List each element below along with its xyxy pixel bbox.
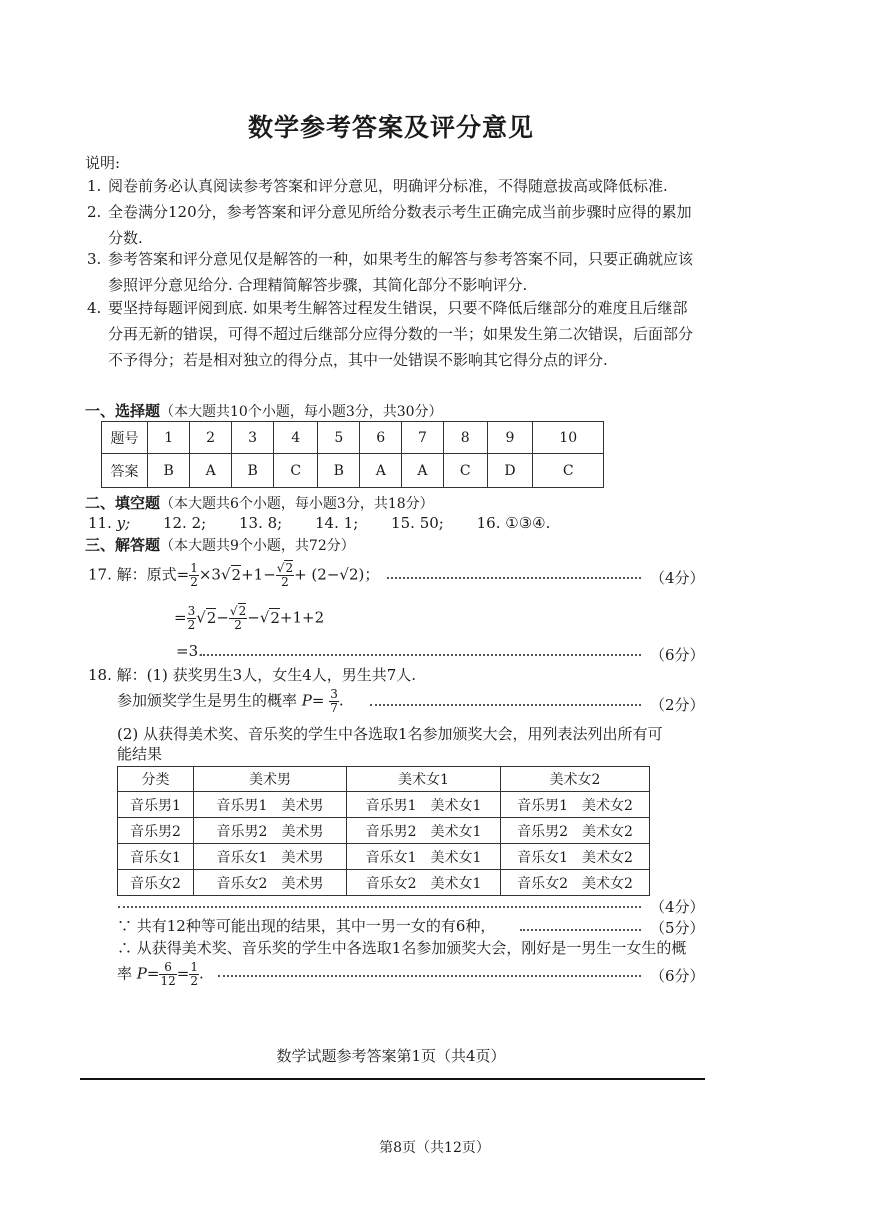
table-cell: 音乐男1 xyxy=(118,792,194,818)
note-number: 1. xyxy=(87,177,102,195)
table-row xyxy=(102,422,604,454)
table-cell: 音乐女2 xyxy=(118,870,194,896)
q17-line1: 17. 解：原式= $\frac{1}{2}$ ×3√2+1− $\frac{√2}{2}$ + (2−√2)； xyxy=(88,561,380,589)
dotted-leader xyxy=(118,906,641,908)
answer-number: 11. xyxy=(88,514,112,532)
sqrt-symbol-icon: √ xyxy=(220,565,231,584)
question-number: 10 xyxy=(533,422,604,454)
score-label: （2分） xyxy=(650,696,705,714)
table-cell: 音乐男2 美术男 xyxy=(194,818,347,844)
answer-cell: C xyxy=(443,454,487,488)
table-cell: 音乐女1 美术女2 xyxy=(501,844,650,870)
q18-line5: ∵ 共有12种等可能出现的结果，其中一男一女的有6种， xyxy=(117,917,496,935)
column-header: 美术女2 xyxy=(501,767,650,792)
q17-tail: (2−√2)； xyxy=(311,565,380,584)
q18-text: 解：(1) 获奖男生3人，女生4人，男生共7人. xyxy=(116,666,417,684)
section1-note: （本大题共10个小题，每小题3分，共30分） xyxy=(160,404,443,420)
answer-value: y; xyxy=(116,514,131,532)
fraction-sqrt2-2: $\frac{√2}{2}$ xyxy=(229,604,247,632)
note-text: 全卷满分120分，参考答案和评分意见所给分数表示考生正确完成当前步骤时应得的累加分数. xyxy=(108,203,692,247)
dotted-leader xyxy=(520,929,641,931)
q18-text: 率 xyxy=(117,964,133,983)
answer-value: 1; xyxy=(343,514,359,532)
question-number: 17. xyxy=(88,565,112,584)
answer-number: 14. xyxy=(315,514,339,532)
q18-line7: 率 P= $\frac{6}{12}$ = $\frac{1}{2}$ . xyxy=(117,960,204,988)
answer-cell: A xyxy=(190,454,232,488)
answer-number: 15. xyxy=(391,514,415,532)
table-row xyxy=(118,844,650,870)
note-number: 3. xyxy=(87,250,102,268)
section1-heading xyxy=(85,400,443,421)
table-row xyxy=(102,454,604,488)
fraction-sqrt2-2: $\frac{√2}{2}$ xyxy=(276,561,294,589)
notes-label: 说明: xyxy=(85,154,121,172)
table-cell: 音乐女2 美术男 xyxy=(194,870,347,896)
score-label: （6分） xyxy=(650,967,705,985)
row-label: 答案 xyxy=(102,454,148,488)
table-cell: 音乐男2 美术女1 xyxy=(347,818,501,844)
table-cell: 音乐男1 美术女2 xyxy=(501,792,650,818)
score-label: （6分） xyxy=(650,646,705,664)
table-cell: 音乐女2 美术女1 xyxy=(347,870,501,896)
table-cell: 音乐女1 美术男 xyxy=(194,844,347,870)
table-header-row xyxy=(118,767,650,792)
answer-value: 2; xyxy=(191,514,207,532)
note-text: 阅卷前务必认真阅读参考答案和评分意见，明确评分标准，不得随意拔高或降低标准. xyxy=(108,177,668,195)
answer-number: 13. xyxy=(238,514,263,532)
score-label: （4分） xyxy=(650,898,705,916)
dotted-leader xyxy=(218,975,641,977)
fraction-1-2: $\frac{1}{2}$ xyxy=(190,561,198,589)
question-number: 3 xyxy=(231,422,273,454)
answer-cell: B xyxy=(148,454,190,488)
question-number: 9 xyxy=(487,422,533,454)
answer-cell: C xyxy=(274,454,318,488)
q18-line1 xyxy=(88,664,416,685)
note-text: 参考答案和评分意见仅是解答的一种，如果考生的解答与参考答案不同，只要正确就应该参照评分意见给分. 合理精简解答步骤，其简化部分不影响评分. xyxy=(108,250,694,294)
question-number: 1 xyxy=(148,422,190,454)
q18-line6: ∴ 从获得美术奖、音乐奖的学生中各选取1名参加颁奖大会，刚好是一男生一女生的概 xyxy=(117,939,687,957)
table-row xyxy=(118,818,650,844)
section2-title: 二、填空题 xyxy=(85,494,161,512)
table-cell: 音乐女1 美术女1 xyxy=(347,844,501,870)
answer-cell: A xyxy=(360,454,402,488)
answer-value: 8; xyxy=(267,514,283,532)
note-number: 2. xyxy=(87,203,102,221)
note-item-3 xyxy=(87,246,699,298)
fraction-6-12: $\frac{6}{12}$ xyxy=(160,960,176,988)
note-text: 要坚持每题评阅到底. 如果考生解答过程发生错误，只要不降低后继部分的难度且后继部分再无新的错误，可得不超过后继部分应得分数的一半；如果发生第二次错误，后面部分不予得分；若是相对独立的得分点，其中一处错误不影响其它得分点的评分. xyxy=(108,299,694,369)
q17-line3: =3. xyxy=(176,642,203,660)
dotted-leader xyxy=(387,577,641,579)
answer-value: 50; xyxy=(419,514,444,532)
table-cell: 音乐女1 xyxy=(118,844,194,870)
question-number: 7 xyxy=(402,422,444,454)
note-item-2 xyxy=(87,199,699,251)
fraction-1-2: $\frac{1}{2}$ xyxy=(190,960,198,988)
table-row xyxy=(118,792,650,818)
answer-cell: C xyxy=(533,454,604,488)
table-cell: 音乐男2 美术女2 xyxy=(501,818,650,844)
answer-value: ①③④. xyxy=(505,514,551,532)
fill-blank-answers xyxy=(88,514,550,532)
score-label: （4分） xyxy=(650,569,705,587)
q18-text: 参加颁奖学生是男生的概率 xyxy=(117,691,298,710)
section3-note: （本大题共9个小题，共72分） xyxy=(160,538,355,554)
column-header: 分类 xyxy=(118,767,194,792)
note-item-1 xyxy=(87,173,699,199)
answer-cell: A xyxy=(402,454,444,488)
note-number: 4. xyxy=(87,299,102,317)
score-label: （5分） xyxy=(650,919,705,937)
outcome-table xyxy=(117,766,650,896)
table-row xyxy=(118,870,650,896)
table-cell: 音乐男2 xyxy=(118,818,194,844)
page-caption: 数学试题参考答案第1页（共4页） xyxy=(276,1047,506,1065)
table-cell: 音乐男1 美术女1 xyxy=(347,792,501,818)
answer-cell: B xyxy=(318,454,360,488)
row-label: 题号 xyxy=(102,422,148,454)
choice-answer-table xyxy=(101,421,604,488)
section2-heading xyxy=(85,492,434,513)
section3-title: 三、解答题 xyxy=(85,536,161,554)
question-number: 4 xyxy=(274,422,318,454)
q18-line3: (2) 从获得美术奖、音乐奖的学生中各选取1名参加颁奖大会，用列表法列出所有可 xyxy=(117,725,663,743)
question-number: 5 xyxy=(318,422,360,454)
table-cell: 音乐女2 美术女2 xyxy=(501,870,650,896)
column-header: 美术男 xyxy=(194,767,347,792)
answer-cell: B xyxy=(231,454,273,488)
answer-number: 16. xyxy=(476,514,501,532)
dotted-leader xyxy=(370,704,641,706)
q18-line4: 能结果 xyxy=(117,745,163,763)
fraction-3-7: $\frac{3}{7}$ xyxy=(330,687,338,715)
answer-number: 12. xyxy=(162,514,187,532)
column-header: 美术女1 xyxy=(347,767,501,792)
section1-title: 一、选择题 xyxy=(85,402,161,420)
dotted-leader xyxy=(200,654,641,656)
footer-rule xyxy=(80,1078,705,1080)
section3-heading xyxy=(85,534,355,555)
q17-line2: = $\frac{3}{2}$ √2− $\frac{√2}{2}$ −√2+1+2 xyxy=(174,604,325,632)
table-cell: 音乐男1 美术男 xyxy=(194,792,347,818)
question-number: 2 xyxy=(190,422,232,454)
answer-cell: D xyxy=(487,454,533,488)
page-title: 数学参考答案及评分意见 xyxy=(247,113,534,142)
q18-line2: 参加颁奖学生是男生的概率 P= $\frac{3}{7}$ . xyxy=(117,687,344,715)
question-number: 6 xyxy=(360,422,402,454)
page-number: 第8页（共12页） xyxy=(379,1140,490,1156)
section2-note: （本大题共6个小题，每小题3分，共18分） xyxy=(160,496,434,512)
question-number: 8 xyxy=(443,422,487,454)
fraction-3-2: $\frac{3}{2}$ xyxy=(187,604,196,632)
q17-lead: 解：原式= xyxy=(116,565,190,584)
note-item-4 xyxy=(87,295,699,373)
question-number: 18. xyxy=(88,666,112,684)
